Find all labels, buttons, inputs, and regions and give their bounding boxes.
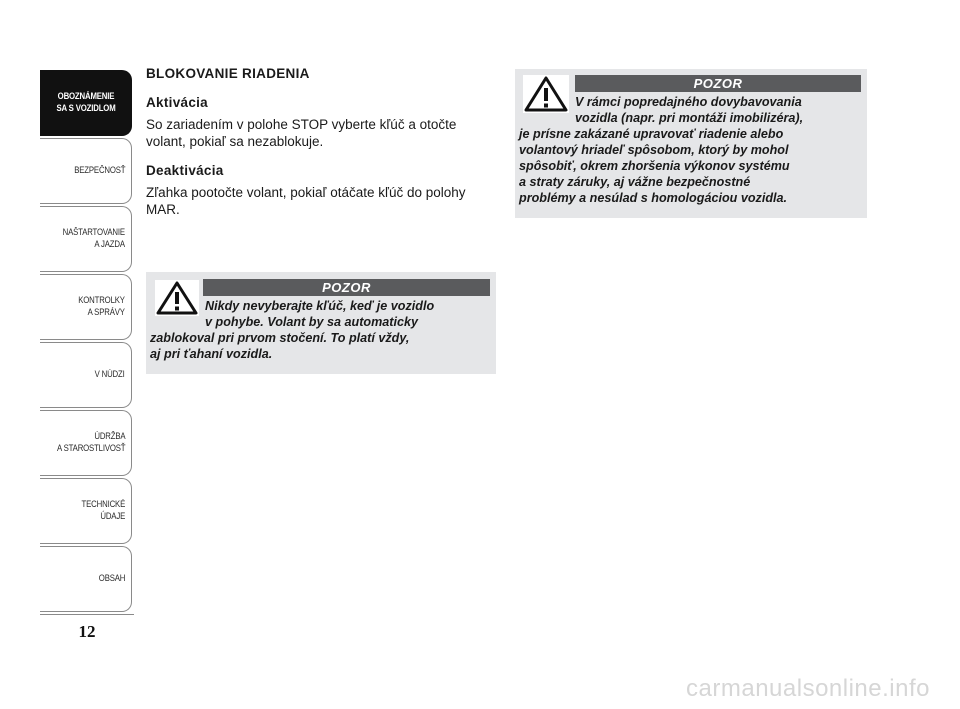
section-title: BLOKOVANIE RIADENIA	[146, 66, 310, 81]
warning-box-steering	[515, 69, 867, 218]
warning-triangle-icon	[155, 280, 199, 316]
deactivation-heading: Deaktivácia	[146, 163, 224, 178]
warning-text-line2: v pohybe. Volant by sa automaticky	[205, 315, 418, 329]
warning-box-key	[146, 272, 496, 374]
tab-obsah[interactable]: OBSAH	[40, 546, 132, 612]
tab-technicke-udaje[interactable]: TECHNICKÉ ÚDAJE	[40, 478, 132, 544]
watermark: carmanualsonline.info	[686, 675, 930, 702]
warning-header: POZOR	[203, 279, 490, 296]
activation-text: So zariadením v polohe STOP vyberte kľúč a otočte volant, pokiaľ sa nezablokuje.	[146, 117, 457, 149]
warning-text-line3: je prísne zakázané upravovať riadenie alebo	[519, 127, 784, 141]
deactivation-text: Zľahka pootočte volant, pokiaľ otáčate kľúč do polohy MAR.	[146, 185, 466, 217]
warning-text-line4: aj pri ťahaní vozidla.	[150, 347, 273, 361]
sidebar-divider	[40, 614, 134, 615]
warning-text-line1: V rámci popredajného dovybavovania	[575, 95, 802, 109]
page-number: 12	[78, 622, 96, 641]
warning-text-line5: spôsobiť, okrem zhoršenia výkonov systému	[519, 159, 790, 173]
main-text-column	[146, 66, 496, 231]
activation-heading: Aktivácia	[146, 95, 208, 110]
tab-kontrolky[interactable]: KONTROLKY A SPRÁVY	[40, 274, 132, 340]
warning-text-line7: problémy a nesúlad s homologáciou vozidla.	[519, 191, 788, 205]
tab-udrzba[interactable]: ÚDRŽBA A STAROSTLIVOSŤ	[40, 410, 132, 476]
tab-bezpecnost[interactable]: BEZPEČNOSŤ	[40, 138, 132, 204]
tab-v-nudzi[interactable]: V NÚDZI	[40, 342, 132, 408]
warning-text-line1: Nikdy nevyberajte kľúč, keď je vozidlo	[205, 299, 435, 313]
warning-text-line6: a straty záruky, aj vážne bezpečnostné	[519, 175, 751, 189]
warning-triangle-icon	[523, 75, 569, 113]
warning-text-line2: vozidla (napr. pri montáži imobilizéra),	[575, 111, 804, 125]
warning-text-line3: zablokoval pri prvom stočení. To platí vždy,	[150, 331, 410, 345]
warning-header: POZOR	[575, 75, 861, 92]
warning-text-line4: volantový hriadeľ spôsobom, ktorý by mohol	[519, 143, 789, 157]
tab-oboznamenie[interactable]: OBOZNÁMENIE SA S VOZIDLOM	[40, 70, 132, 136]
tab-nastartovanie[interactable]: NAŠTARTOVANIE A JAZDA	[40, 206, 132, 272]
